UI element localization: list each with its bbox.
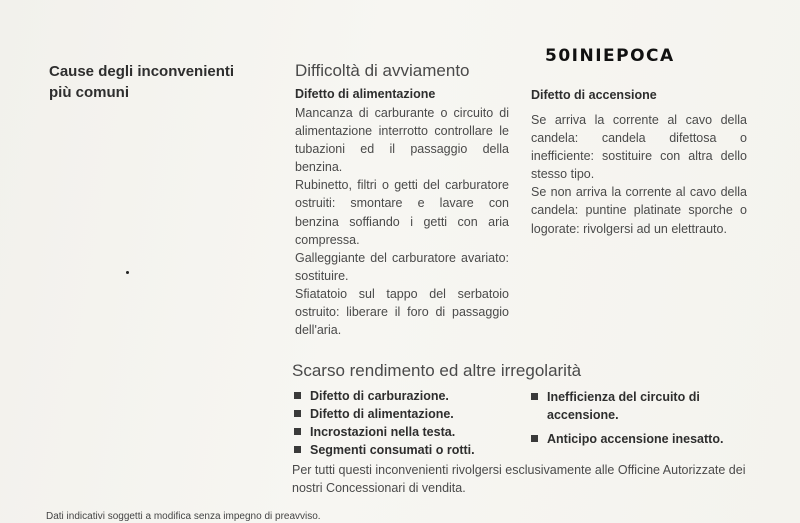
bullet-square-icon	[531, 435, 538, 442]
footer-note: Dati indicativi soggetti a modifica senza impegno di preavviso.	[46, 511, 321, 522]
left-heading-line-1: Cause degli inconvenienti	[49, 63, 235, 80]
left-heading-line-2: più comuni	[49, 84, 129, 101]
bullet-text: Incrostazioni nella testa.	[310, 425, 456, 439]
bullet-text: Anticipo accensione inesatto.	[547, 432, 724, 446]
alimentazione-text	[295, 104, 509, 339]
bullet-text: Segmenti consumati o rotti.	[310, 443, 475, 457]
officine-note: Per tutti questi inconvenienti rivolgersi esclusivamente alle Officine Autorizzate dei nostri Concessionari di vendita.	[292, 463, 746, 496]
subtitle-accensione: Difetto di accensione	[531, 88, 657, 102]
accensione-paragraph: Se non arriva la corrente al cavo della candela: puntine platinate sporche o logorate: rivolgersi ad un elettrauto.	[531, 185, 747, 236]
watermark: 50INIEPOCA	[545, 46, 675, 66]
alimentazione-paragraph: Rubinetto, filtri o getti del carburatore ostruiti: smontare e lavare con benzina soffiando i getti con aria compressa.	[295, 178, 509, 247]
bullet-square-icon	[531, 393, 538, 400]
accensione-paragraph: Se arriva la corrente al cavo della candela: candela difettosa o inefficiente: sostituire con altra dello stesso tipo.	[531, 113, 747, 182]
bullet-text: Inefficienza del circuito di accensione.	[547, 390, 700, 422]
bullet-item	[294, 405, 514, 423]
subtitle-alimentazione: Difetto di alimentazione	[295, 87, 436, 101]
bullet-item	[294, 387, 514, 405]
bullet-item	[531, 430, 747, 448]
alimentazione-paragraph: Galleggiante del carburatore avariato: sostituire.	[295, 250, 509, 283]
alimentazione-paragraph: Sfiatatoio sul tappo del serbatoio ostruito: liberare il foro di passaggio dell'aria.	[295, 286, 509, 338]
bullet-square-icon	[294, 392, 301, 399]
left-heading	[49, 61, 279, 103]
speck	[126, 271, 129, 274]
section-title-avviamento: Difficoltà di avviamento	[295, 61, 470, 80]
bullet-square-icon	[294, 410, 301, 417]
bullet-square-icon	[294, 446, 301, 453]
section-title-rendimento: Scarso rendimento ed altre irregolarità	[292, 361, 582, 380]
bullet-text: Difetto di alimentazione.	[310, 407, 454, 421]
alimentazione-paragraph: Mancanza di carburante o circuito di alimentazione interrotto controllare le tubazioni ed il passaggio della benzina.	[295, 106, 509, 175]
bullet-item	[294, 423, 514, 441]
bullet-text: Difetto di carburazione.	[310, 389, 449, 403]
bullet-item	[531, 388, 747, 424]
bullet-list-right	[531, 388, 747, 448]
accensione-text	[531, 111, 747, 238]
bullet-square-icon	[294, 428, 301, 435]
bullet-list-left	[294, 387, 514, 459]
bullet-item	[294, 441, 514, 459]
